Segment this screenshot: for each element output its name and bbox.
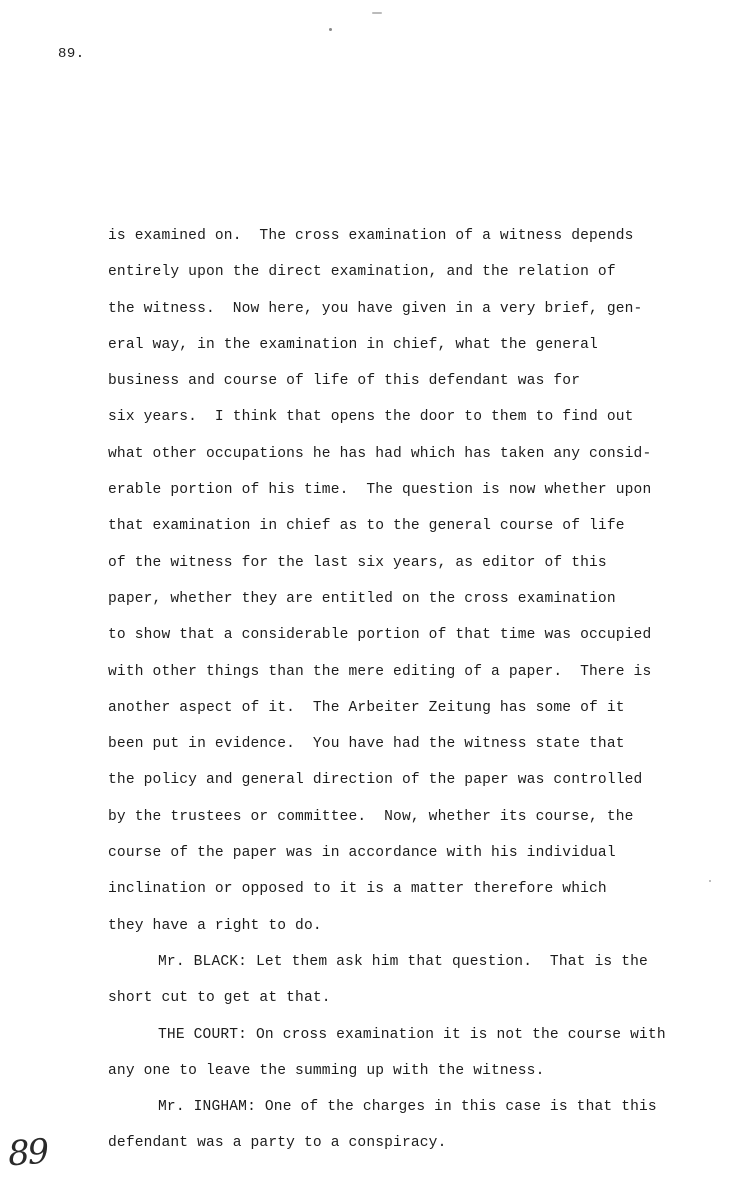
handwritten-page-number: 89 bbox=[6, 1131, 49, 1175]
text-line: to show that a considerable portion of that time was occupied bbox=[108, 627, 652, 644]
text-line: six years. I think that opens the door to them to find out bbox=[108, 409, 634, 426]
text-line: of the witness for the last six years, as editor of this bbox=[108, 554, 607, 571]
text-line: eral way, in the examination in chief, what the general bbox=[108, 336, 598, 353]
text-line: that examination in chief as to the general course of life bbox=[108, 518, 625, 535]
paper-speck bbox=[329, 28, 332, 31]
transcript-body bbox=[108, 222, 708, 1166]
text-line: they have a right to do. bbox=[108, 917, 322, 934]
text-line: the witness. Now here, you have given in a very brief, gen- bbox=[108, 300, 643, 317]
text-line: defendant was a party to a conspiracy. bbox=[108, 1135, 447, 1152]
text-line: erable portion of his time. The question is now whether upon bbox=[108, 482, 652, 499]
speaker-line-ingham: Mr. INGHAM: One of the charges in this case is that this bbox=[158, 1099, 657, 1116]
text-line: what other occupations he has had which has taken any consid- bbox=[108, 445, 652, 462]
text-line: been put in evidence. You have had the witness state that bbox=[108, 736, 625, 753]
page-number: 89. bbox=[58, 46, 85, 62]
text-line: entirely upon the direct examination, and the relation of bbox=[108, 264, 616, 281]
text-line: short cut to get at that. bbox=[108, 990, 331, 1007]
text-line: is examined on. The cross examination of a witness depends bbox=[108, 228, 634, 244]
text-line: any one to leave the summing up with the witness. bbox=[108, 1062, 545, 1079]
text-line: by the trustees or committee. Now, whether its course, the bbox=[108, 808, 634, 825]
paper-speck bbox=[372, 12, 382, 14]
text-line: inclination or opposed to it is a matter therefore which bbox=[108, 881, 607, 898]
text-line: paper, whether they are entitled on the cross examination bbox=[108, 590, 616, 607]
text-line: course of the paper was in accordance with his individual bbox=[108, 845, 616, 862]
text-line: with other things than the mere editing of a paper. There is bbox=[108, 663, 652, 680]
speaker-line-black: Mr. BLACK: Let them ask him that question. That is the bbox=[158, 953, 648, 970]
text-line: another aspect of it. The Arbeiter Zeitung has some of it bbox=[108, 699, 625, 716]
paper-speck bbox=[709, 880, 711, 882]
text-line: business and course of life of this defendant was for bbox=[108, 373, 581, 390]
speaker-line-court: THE COURT: On cross examination it is not the course with bbox=[158, 1026, 666, 1043]
text-line: the policy and general direction of the paper was controlled bbox=[108, 772, 643, 789]
